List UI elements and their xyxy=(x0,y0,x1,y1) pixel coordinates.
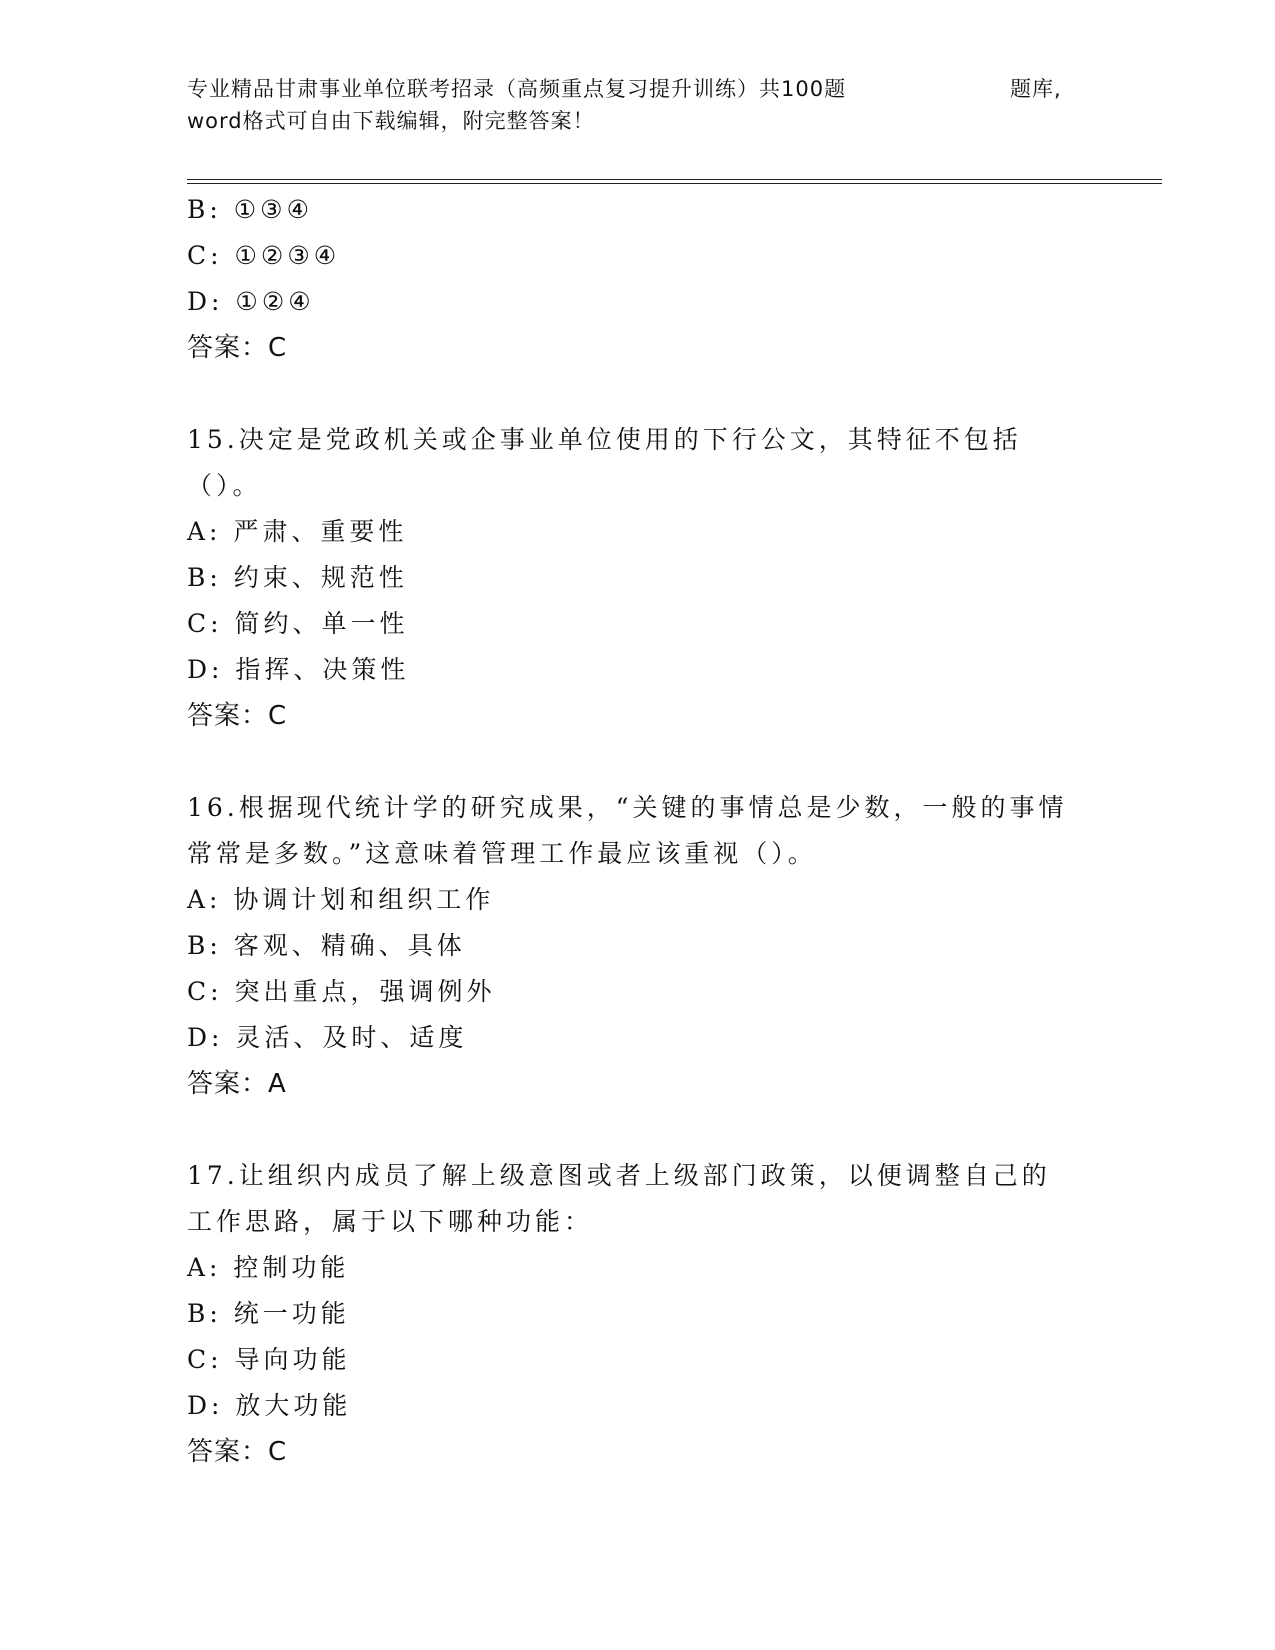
spacer xyxy=(187,739,1087,785)
answer-label: 答案：A xyxy=(187,1069,287,1099)
option-a: A: 协调计划和组织工作 xyxy=(187,885,495,914)
option-c: C: 突出重点，强调例外 xyxy=(187,977,496,1006)
question-text: 17.让组织内成员了解上级意图或者上级部门政策，以便调整自己的工作思路，属于以下哪种功能： xyxy=(187,1161,1051,1236)
header-divider xyxy=(187,179,1162,184)
option-c: C: 简约、单一性 xyxy=(187,609,409,638)
header-suffix: 题库, xyxy=(1010,77,1062,101)
header-title: 专业精品甘肃事业单位联考招录（高频重点复习提升训练）共100题 xyxy=(187,77,847,101)
option-b: B: 统一功能 xyxy=(187,1299,350,1328)
document-header xyxy=(187,73,1067,137)
spacer xyxy=(187,1107,1087,1153)
question-text: 16.根据现代统计学的研究成果，“关键的事情总是少数，一般的事情常常是多数。”这意味着管理工作最应该重视（）。 xyxy=(187,793,1068,868)
option-b: B: 约束、规范性 xyxy=(187,563,408,592)
answer-label: 答案：C xyxy=(187,333,288,363)
option-d: D: 指挥、决策性 xyxy=(187,655,410,684)
option-d: D: ①②④ xyxy=(187,287,315,316)
question-17 xyxy=(187,1153,1087,1475)
question-text: 15.决定是党政机关或企事业单位使用的下行公文，其特征不包括（）。 xyxy=(187,425,1022,500)
option-c: C: 导向功能 xyxy=(187,1345,351,1374)
option-d: D: 放大功能 xyxy=(187,1391,352,1420)
question-15 xyxy=(187,417,1087,739)
option-a: A: 严肃、重要性 xyxy=(187,517,408,546)
option-d: D: 灵活、及时、适度 xyxy=(187,1023,468,1052)
option-a: A: 控制功能 xyxy=(187,1253,350,1282)
option-c: C: ①②③④ xyxy=(187,241,341,270)
question-14-tail xyxy=(187,187,1087,371)
answer-label: 答案：C xyxy=(187,701,288,731)
header-subtitle: word格式可自由下载编辑，附完整答案！ xyxy=(187,109,595,133)
question-list xyxy=(187,187,1087,1475)
option-b: B: ①③④ xyxy=(187,195,313,224)
option-b: B: 客观、精确、具体 xyxy=(187,931,466,960)
answer-label: 答案：C xyxy=(187,1437,288,1467)
spacer xyxy=(187,371,1087,417)
question-16 xyxy=(187,785,1087,1107)
